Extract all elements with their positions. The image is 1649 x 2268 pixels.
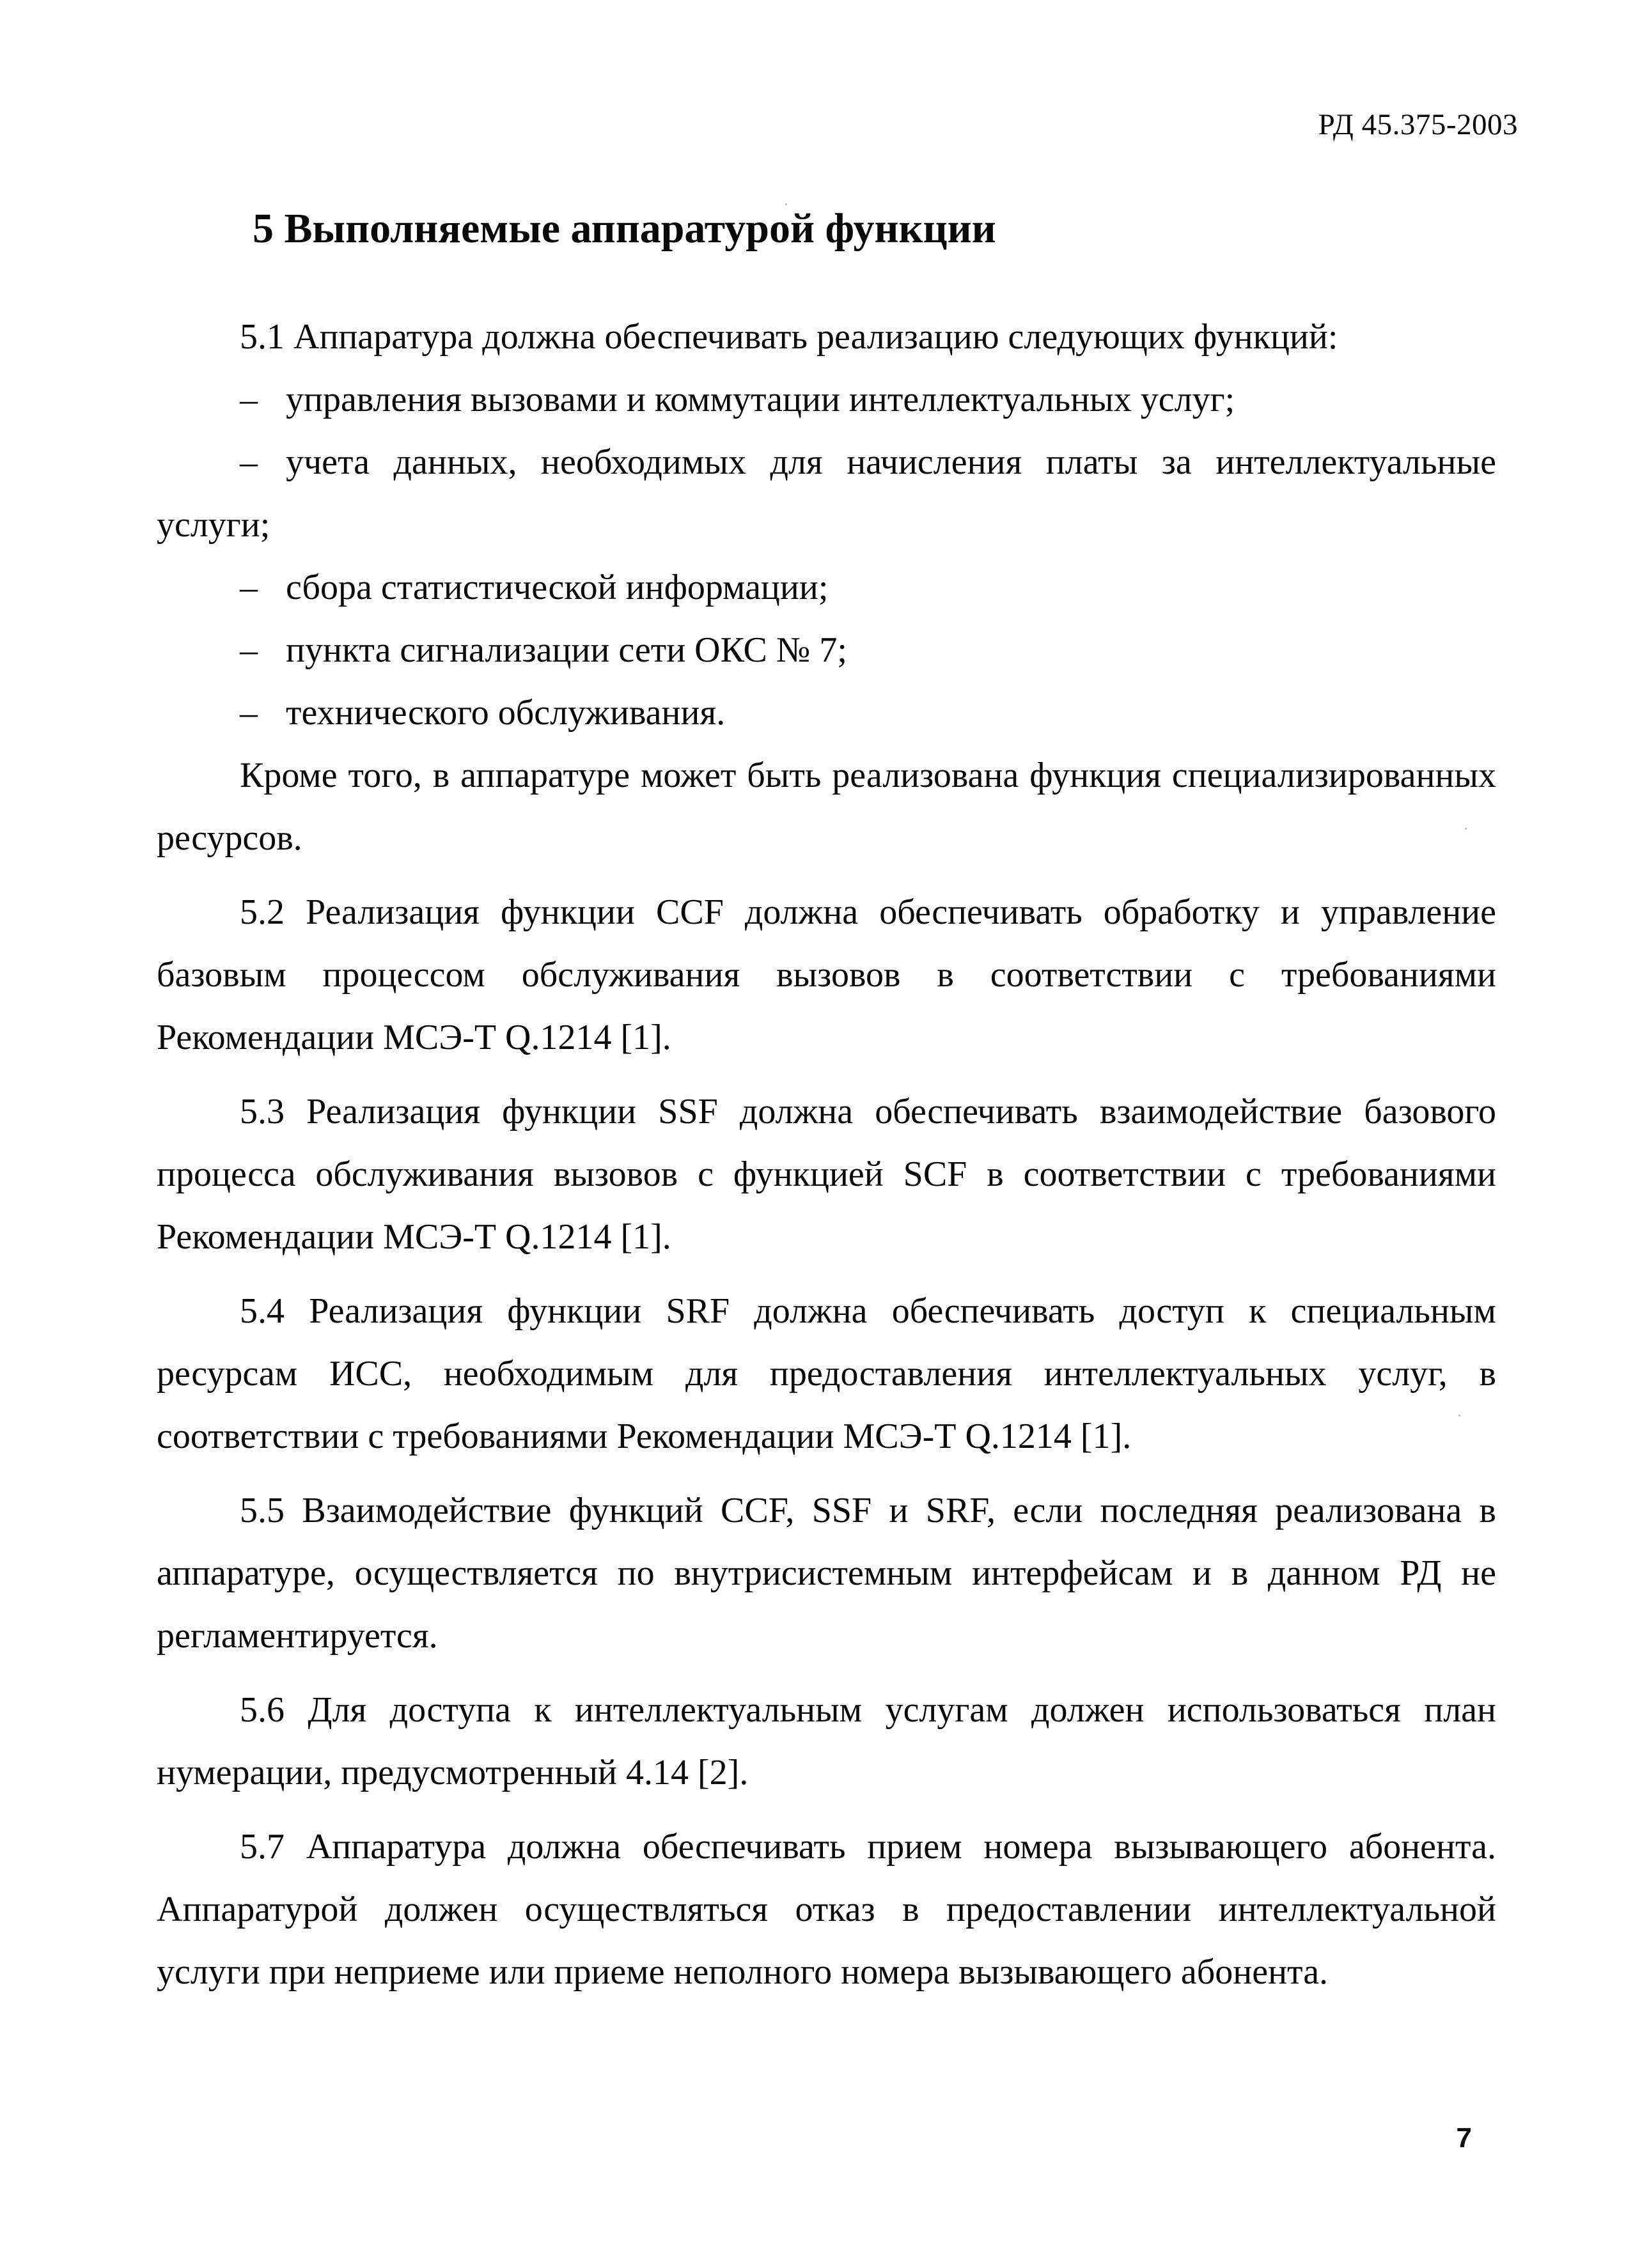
paragraph-5-2: 5.2 Реализация функции CCF должна обеспечивать обработку и управление базовым процессом обслуживания вызовов в соответствии с требованиями Рекомендации МСЭ-Т Q.1214 [1]. xyxy=(157,892,1496,1057)
paragraph-5-3: 5.3 Реализация функции SSF должна обеспечивать взаимодействие базового процесса обслуживания вызовов с функцией SCF в соответствии с требованиями Рекомендации МСЭ-Т Q.1214 [1]. xyxy=(157,1092,1496,1257)
list-item-text: учета данных, необходимых для начисления платы за интеллектуальные услуги; xyxy=(157,442,1496,545)
section-body xyxy=(157,306,1496,2003)
dash-marker: – xyxy=(240,693,258,733)
dash-marker: – xyxy=(240,630,258,670)
list-item xyxy=(157,431,1496,556)
dash-marker: – xyxy=(240,380,258,419)
document-code: РД 45.375-2003 xyxy=(1318,108,1518,141)
list-item xyxy=(157,681,1496,744)
section-title: 5 Выполняемые аппаратурой функции xyxy=(253,205,996,252)
list-item xyxy=(157,619,1496,681)
paragraph-5-4: 5.4 Реализация функции SRF должна обеспечивать доступ к специальным ресурсам ИСС, необходимым для предоставления интеллектуальных услуг, в соответствии с требованиями Рекомендации МСЭ-Т Q.1214 [1]. xyxy=(157,1291,1496,1456)
paragraph-5-7: 5.7 Аппаратура должна обеспечивать прием номера вызывающего абонента. Аппаратурой должен осуществляться отказ в предоставлении интеллектуальной услуги при неприеме или приеме неполного номера вызывающего абонента. xyxy=(157,1827,1496,1992)
page-number: 7 xyxy=(1456,2122,1472,2154)
paragraph-5-5: 5.5 Взаимодействие функций CCF, SSF и SRF, если последняя реализована в аппаратуре, осуществляется по внутрисистемным интерфейсам и в данном РД не регламентируется. xyxy=(157,1491,1496,1656)
scan-speck xyxy=(785,203,787,205)
list-item-text: технического обслуживания. xyxy=(286,693,726,733)
paragraph-5-1-intro: 5.1 Аппаратура должна обеспечивать реализацию следующих функций: xyxy=(240,317,1338,357)
list-item xyxy=(157,368,1496,431)
list-item xyxy=(157,556,1496,619)
dash-marker: – xyxy=(240,568,258,607)
scan-speck xyxy=(1458,1415,1460,1417)
paragraph-5-6: 5.6 Для доступа к интеллектуальным услугам должен использоваться план нумерации, предусмотренный 4.14 [2]. xyxy=(157,1690,1496,1792)
dash-marker: – xyxy=(240,442,258,482)
list-item-text: управления вызовами и коммутации интеллектуальных услуг; xyxy=(286,380,1235,419)
list-item-text: пункта сигнализации сети ОКС № 7; xyxy=(286,630,847,670)
scan-speck xyxy=(1465,828,1467,830)
paragraph-5-1-note: Кроме того, в аппаратуре может быть реализована функция специализированных ресурсов. xyxy=(157,756,1496,858)
list-item-text: сбора статистической информации; xyxy=(286,568,829,607)
